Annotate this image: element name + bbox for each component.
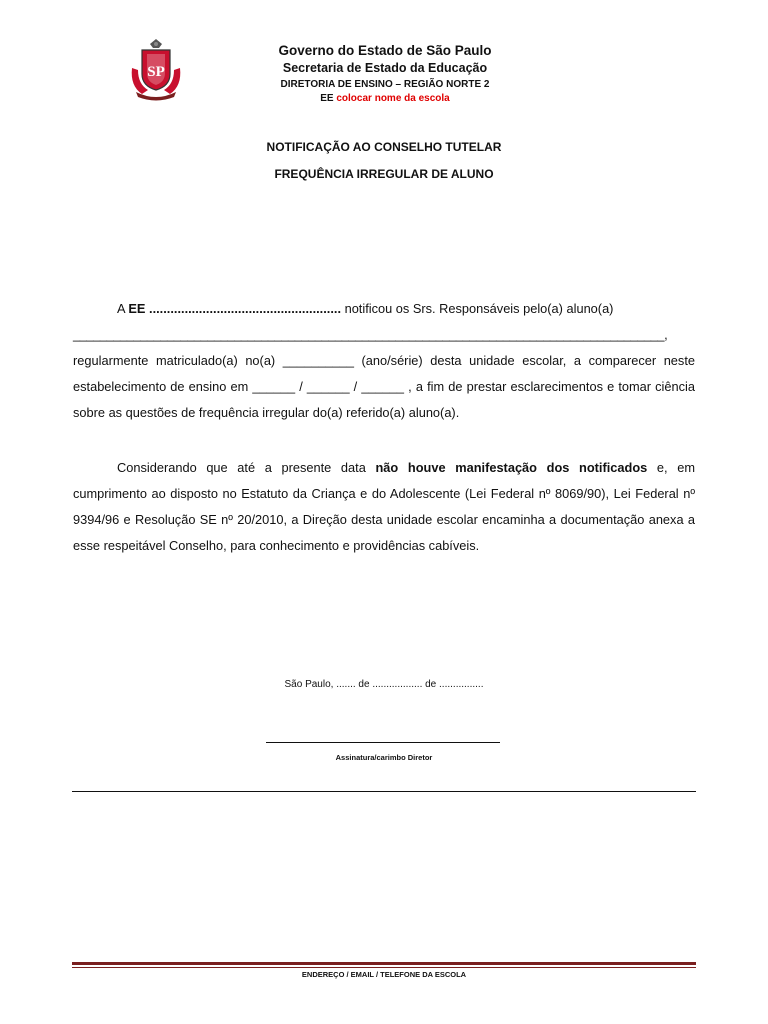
footer-contact: ENDEREÇO / EMAIL / TELEFONE DA ESCOLA	[301, 970, 467, 979]
footer-rule-thick	[72, 962, 696, 965]
svg-text:SP: SP	[147, 64, 165, 80]
footer-rule-thin	[72, 967, 696, 968]
signature-label: Assinatura/carimbo Diretor	[335, 753, 433, 762]
considering-paragraph: Considerando que até a presente data não houve manifestação dos notificados e, em cumprimento ao disposto no Estatuto da Criança e do Adolescente (Lei Federal nº 8069/90), Lei Federal nº 9394/96 e Resolução SE nº 20/2010, a Direção desta unidade escolar encaminha a documentação anexa a esse respeitável Conselho, para conhecimento e providências cabíveis.	[73, 460, 696, 553]
header-directorate: DIRETORIA DE ENSINO – REGIÃO NORTE 2	[280, 79, 490, 90]
signature-line	[266, 742, 500, 743]
school-ee-field: EE ......................................................	[128, 301, 342, 316]
notification-paragraph: A EE ...................................................... notificou os Srs. Responsáveis pelo(a) aluno(a) ________________________________________________________________________________________, regularmente matriculado(a) no(a) __________ (ano/série) desta unidade escolar, a comparecer neste estabelecimento de ensino em ______ / ______ / ______ , a fim de prestar esclarecimentos e tomar ciência sobre as questões de frequência irregular do(a) referido(a) aluno(a).	[73, 301, 695, 420]
header-secretariat: Secretaria de Estado da Educação	[282, 61, 488, 75]
section-divider	[72, 791, 696, 792]
document-subtitle: FREQUÊNCIA IRREGULAR DE ALUNO	[274, 167, 494, 181]
header-school	[190, 93, 580, 104]
student-name-blank: ________________________________________________________________________________________,	[73, 327, 668, 342]
school-name-placeholder: colocar nome da escola	[336, 93, 450, 104]
sp-coat-of-arms-logo	[128, 38, 184, 102]
document-title: NOTIFICAÇÃO AO CONSELHO TUTELAR	[266, 140, 502, 154]
no-response-emphasis: não houve manifestação dos notificados	[375, 460, 648, 475]
school-prefix: EE	[320, 93, 334, 104]
date-line: São Paulo, ....... de .................. de ................	[284, 679, 484, 690]
header-government: Governo do Estado de São Paulo	[278, 43, 492, 58]
